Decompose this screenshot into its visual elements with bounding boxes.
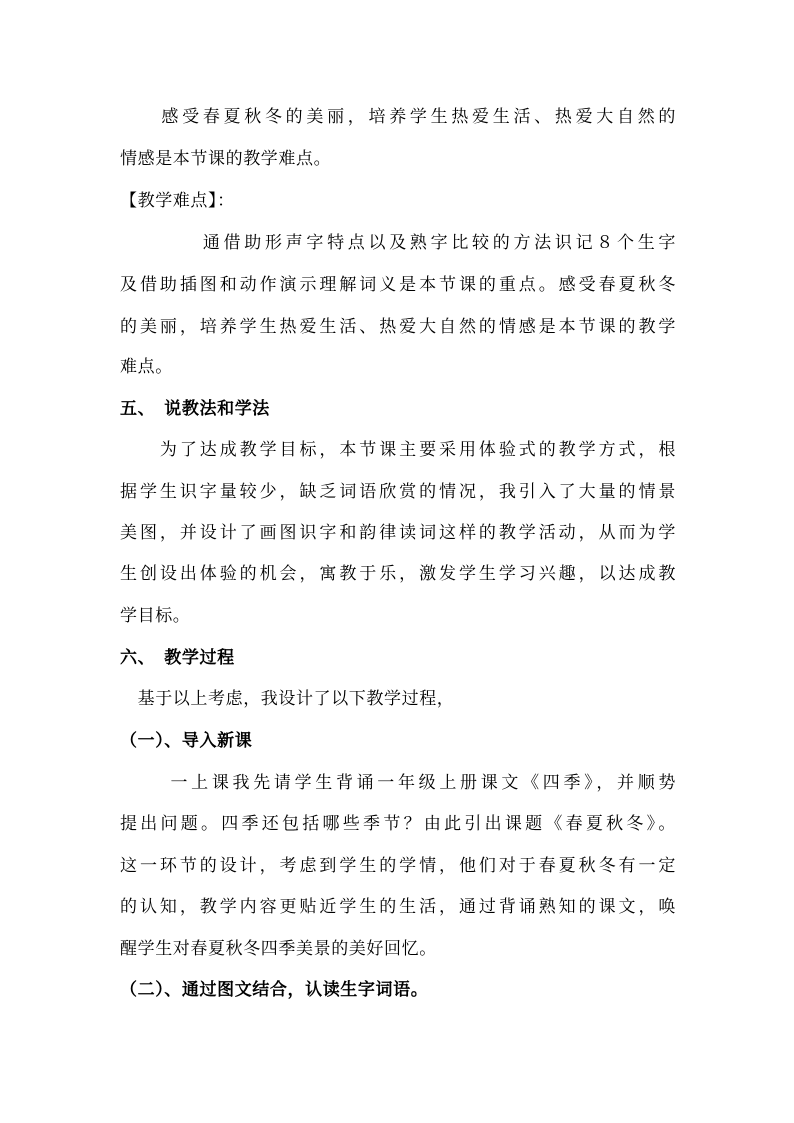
body-text-line: 美图，并设计了画图识字和韵律读词这样的教学活动，从而为学 xyxy=(120,523,676,543)
body-text-line: 据学生识字量较少，缺乏词语欣赏的情况，我引入了大量的情景 xyxy=(120,482,676,502)
body-text-line: 通借助形声字特点以及熟字比较的方法识记８个生字 xyxy=(120,233,676,253)
body-text-line: 的认知，教学内容更贴近学生的生活，通过背诵熟知的课文，唤 xyxy=(120,897,676,917)
body-text-line: 难点。 xyxy=(120,357,173,377)
body-text-line: 提出问题。四季还包括哪些季节？由此引出课题《春夏秋冬》。 xyxy=(120,814,676,834)
subsection-heading-intro: （一）、导入新课 xyxy=(120,731,253,751)
body-text-line: 情感是本节课的教学难点。 xyxy=(120,149,332,169)
section-label-teaching-difficulty: 【教学难点】： xyxy=(120,191,235,211)
body-text-line: 一上课我先请学生背诵一年级上册课文《四季》，并顺势 xyxy=(120,773,676,793)
body-text-line: 基于以上考虑，我设计了以下教学过程， xyxy=(120,689,455,709)
body-text-line: 醒学生对春夏秋冬四季美景的美好回忆。 xyxy=(120,939,437,959)
section-heading-process: 六、 教学过程 xyxy=(120,648,235,668)
subsection-heading-picture-text: （二）、通过图文结合，认读生字词语。 xyxy=(120,980,429,1000)
body-text-line: 的美丽，培养学生热爱生活、热爱大自然的情感是本节课的教学 xyxy=(120,317,676,337)
body-text-line: 这一环节的设计，考虑到学生的学情，他们对于春夏秋冬有一定 xyxy=(120,856,676,876)
body-text-line: 生创设出体验的机会，寓教于乐，激发学生学习兴趣，以达成教 xyxy=(120,564,676,584)
body-text-line: 为了达成教学目标，本节课主要采用体验式的教学方式，根 xyxy=(120,440,676,460)
section-heading-methods: 五、 说教法和学法 xyxy=(120,399,270,419)
body-text-line: 学目标。 xyxy=(120,606,191,626)
body-text-line: 及借助插图和动作演示理解词义是本节课的重点。感受春夏秋冬 xyxy=(120,275,676,295)
body-text-line: 感受春夏秋冬的美丽，培养学生热爱生活、热爱大自然的 xyxy=(120,107,676,127)
